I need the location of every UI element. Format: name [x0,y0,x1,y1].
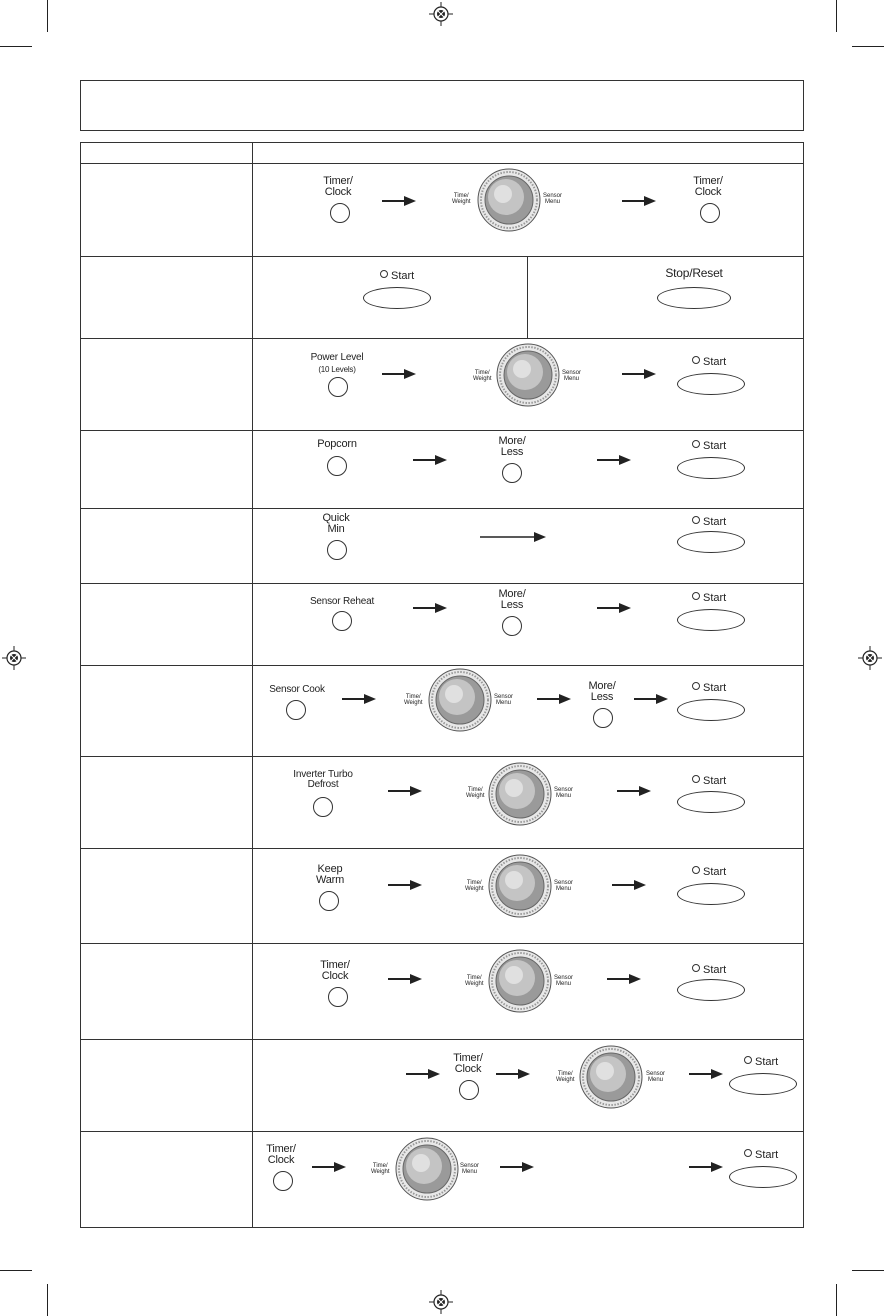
arrow-right-icon [597,603,631,613]
title-box [80,80,804,131]
dial-left-label: Time/ Weight [473,370,492,382]
row-divider [81,1131,803,1132]
start-label: Start [692,866,726,878]
arrow-right-icon [382,196,416,206]
row-divider [81,943,803,944]
timer-clock-label: Timer/ Clock [453,1052,483,1075]
row-divider [81,665,803,666]
timer-clock-label: Timer/ Clock [320,959,350,982]
dial-right-label: Sensor Menu [554,880,574,892]
dial-knob-icon[interactable] [496,343,560,407]
arrow-right-icon [342,694,376,704]
row-divider [81,848,803,849]
sensor-cook-button[interactable] [286,700,306,720]
arrow-right-icon [689,1162,723,1172]
row-divider [81,583,803,584]
arrow-right-icon [480,532,546,542]
dial-right-label: Sensor Menu [494,694,514,706]
dial-left-label: Time/ Weight [371,1163,390,1175]
more-less-button[interactable] [593,708,613,728]
start-button[interactable] [677,699,745,721]
registration-mark-icon [2,646,26,670]
start-label: Start [744,1149,778,1161]
arrow-right-icon [413,455,447,465]
dial-right-label: Sensor Menu [646,1071,666,1083]
arrow-right-icon [537,694,571,704]
dial-knob-icon[interactable] [488,762,552,826]
more-less-label: More/ Less [588,680,616,703]
start-button[interactable] [677,457,745,479]
start-button[interactable] [363,287,431,309]
start-button[interactable] [677,791,745,813]
arrow-right-icon [496,1069,530,1079]
dial-right-label: Sensor Menu [460,1163,480,1175]
column-divider [252,143,253,1227]
timer-clock-label: Timer/ Clock [323,175,353,198]
dial-knob-icon[interactable] [579,1045,643,1109]
registration-mark-icon [858,646,882,670]
crop-mark [47,1284,48,1316]
crop-mark [852,1270,884,1271]
stop-reset-label: Stop/Reset [665,266,723,280]
crop-mark [852,46,884,47]
dial-left-label: Time/ Weight [465,880,484,892]
stop-reset-button[interactable] [657,287,731,309]
arrow-right-icon [382,369,416,379]
row-divider [81,1039,803,1040]
arrow-right-icon [500,1162,534,1172]
arrow-right-icon [597,455,631,465]
crop-mark [836,0,837,32]
start-label: Start [692,516,726,528]
inverter-turbo-defrost-button[interactable] [313,797,333,817]
sensor-reheat-label: Sensor Reheat [309,596,375,607]
dial-right-label: Sensor Menu [543,193,563,205]
arrow-right-icon [622,369,656,379]
row-divider [81,508,803,509]
timer-clock-button[interactable] [459,1080,479,1100]
more-less-button[interactable] [502,616,522,636]
arrow-right-icon [312,1162,346,1172]
arrow-right-icon [607,974,641,984]
start-label: Start [692,592,726,604]
crop-mark [0,46,32,47]
dial-knob-icon[interactable] [428,668,492,732]
dial-knob-icon[interactable] [488,949,552,1013]
dial-knob-icon[interactable] [488,854,552,918]
arrow-right-icon [617,786,651,796]
start-button[interactable] [677,373,745,395]
quick-min-button[interactable] [327,540,347,560]
power-level-sub-label: (10 Levels) [318,365,356,374]
start-button[interactable] [729,1073,797,1095]
timer-clock-button[interactable] [328,987,348,1007]
power-level-button[interactable] [328,377,348,397]
start-label: Start [692,356,726,368]
start-button[interactable] [677,531,745,553]
arrow-right-icon [689,1069,723,1079]
row-divider [81,756,803,757]
registration-mark-icon [429,1290,453,1314]
start-button[interactable] [677,979,745,1001]
dial-right-label: Sensor Menu [562,370,582,382]
crop-mark [47,0,48,32]
start-label: Start [692,775,726,787]
start-button[interactable] [729,1166,797,1188]
dial-left-label: Time/ Weight [466,787,485,799]
start-label: Start [692,682,726,694]
dial-right-label: Sensor Menu [554,975,574,987]
inverter-turbo-defrost-label: Inverter Turbo Defrost [293,769,353,790]
arrow-right-icon [622,196,656,206]
registration-mark-icon [429,2,453,26]
arrow-right-icon [413,603,447,613]
start-button[interactable] [677,609,745,631]
row-divider [81,338,803,339]
start-label: Start [692,964,726,976]
crop-mark [0,1270,32,1271]
more-less-label: More/ Less [498,588,526,611]
arrow-right-icon [634,694,668,704]
dial-right-label: Sensor Menu [554,787,574,799]
timer-clock-button[interactable] [330,203,350,223]
timer-clock-button[interactable] [273,1171,293,1191]
quick-min-label: Quick Min [322,512,350,535]
start-label: Start [692,440,726,452]
dial-left-label: Time/ Weight [404,694,423,706]
sensor-reheat-button[interactable] [332,611,352,631]
row-divider [81,163,803,164]
dial-left-label: Time/ Weight [465,975,484,987]
row-divider [81,430,803,431]
arrow-right-icon [406,1069,440,1079]
dial-knob-icon[interactable] [395,1137,459,1201]
dial-left-label: Time/ Weight [452,193,471,205]
timer-clock-label: Timer/ Clock [266,1143,296,1166]
arrow-right-icon [388,880,422,890]
arrow-right-icon [388,974,422,984]
crop-mark [836,1284,837,1316]
dial-left-label: Time/ Weight [556,1071,575,1083]
popcorn-button[interactable] [327,456,347,476]
dial-knob-icon[interactable] [477,168,541,232]
more-less-button[interactable] [502,463,522,483]
timer-clock-button[interactable] [700,203,720,223]
cell-divider [527,256,528,338]
sensor-cook-label: Sensor Cook [269,684,325,695]
more-less-label: More/ Less [498,435,526,458]
arrow-right-icon [388,786,422,796]
arrow-right-icon [612,880,646,890]
start-button[interactable] [677,883,745,905]
start-label: Start [744,1056,778,1068]
popcorn-label: Popcorn [317,438,357,450]
row-divider [81,256,803,257]
timer-clock-label: Timer/ Clock [693,175,723,198]
power-level-label: Power Level [310,352,364,363]
keep-warm-label: Keep Warm [315,863,345,886]
start-label: Start [380,270,414,282]
keep-warm-button[interactable] [319,891,339,911]
